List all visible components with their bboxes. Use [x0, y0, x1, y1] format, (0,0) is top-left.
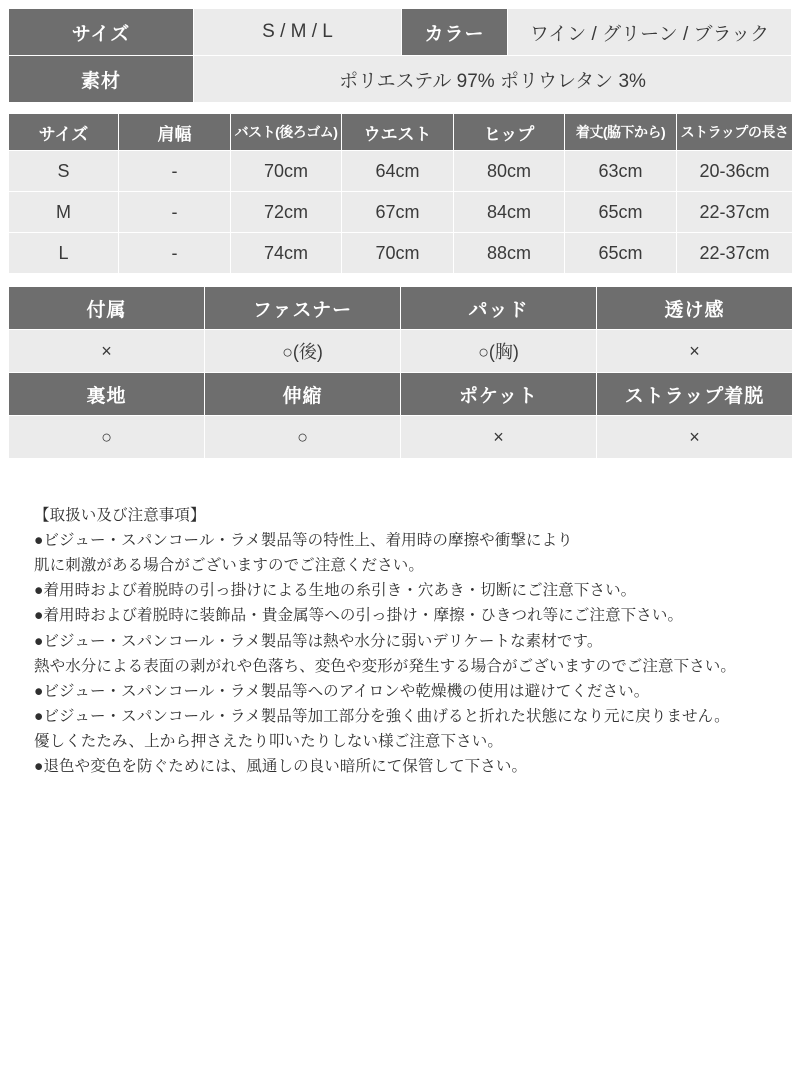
- cell-strap: 20-36cm: [677, 151, 793, 192]
- spec-value-size: S / M / L: [194, 9, 402, 56]
- feature-label-pad: パッド: [401, 287, 597, 330]
- cell-waist: 70cm: [342, 233, 454, 274]
- size-measurement-table: [8, 113, 793, 274]
- cell-length: 65cm: [565, 233, 677, 274]
- col-header-size: サイズ: [9, 114, 119, 151]
- table-row: [9, 330, 793, 373]
- notes-line: 熱や水分による表面の剥がれや色落ち、変色や変形が発生する場合がございますのでご注意下さい。: [34, 657, 737, 675]
- cell-shoulder: -: [119, 192, 231, 233]
- table-header-row: [9, 114, 793, 151]
- col-header-length: 着丈(脇下から): [565, 114, 677, 151]
- notes-line: 肌に刺激がある場合がございますのでご注意ください。: [34, 557, 425, 575]
- feature-label-zipper: ファスナー: [205, 287, 401, 330]
- table-row: [9, 233, 793, 274]
- notes-line: ●ビジュー・スパンコール・ラメ製品等へのアイロンや乾燥機の使用は避けてください。: [34, 682, 650, 700]
- notes-line: ●ビジュー・スパンコール・ラメ製品等の特性上、着用時の摩擦や衝撃により: [34, 532, 573, 550]
- feature-label-strap-detach: ストラップ着脱: [597, 373, 793, 416]
- feature-label-lining: 裏地: [9, 373, 205, 416]
- spec-label-material: 素材: [9, 56, 194, 103]
- table-row: [9, 192, 793, 233]
- cell-size: L: [9, 233, 119, 274]
- notes-line: ●ビジュー・スパンコール・ラメ製品等は熱や水分に弱いデリケートな素材です。: [34, 632, 603, 650]
- cell-hip: 84cm: [454, 192, 565, 233]
- cell-length: 65cm: [565, 192, 677, 233]
- cell-shoulder: -: [119, 233, 231, 274]
- table-row: [9, 151, 793, 192]
- spec-value-material: ポリエステル 97% ポリウレタン 3%: [194, 56, 792, 103]
- care-notes: [8, 503, 792, 779]
- feature-table: [8, 286, 793, 459]
- feature-value-stretch: ○: [205, 416, 401, 459]
- cell-waist: 64cm: [342, 151, 454, 192]
- spec-label-color: カラー: [402, 9, 508, 56]
- cell-strap: 22-37cm: [677, 233, 793, 274]
- cell-bust: 72cm: [231, 192, 342, 233]
- feature-label-stretch: 伸縮: [205, 373, 401, 416]
- cell-size: S: [9, 151, 119, 192]
- cell-size: M: [9, 192, 119, 233]
- cell-shoulder: -: [119, 151, 231, 192]
- notes-line: ●着用時および着脱時に装飾品・貴金属等への引っ掛け・摩擦・ひきつれ等にご注意下さい。: [34, 607, 684, 625]
- table-header-row: [9, 287, 793, 330]
- feature-label-sheerness: 透け感: [597, 287, 793, 330]
- notes-line: ●ビジュー・スパンコール・ラメ製品等加工部分を強く曲げると折れた状態になり元に戻りません。: [34, 707, 730, 725]
- feature-value-pad: ○(胸): [401, 330, 597, 373]
- feature-label-accessory: 付属: [9, 287, 205, 330]
- table-row: [9, 416, 793, 459]
- cell-hip: 88cm: [454, 233, 565, 274]
- notes-line: 優しくたたみ、上から押さえたり叩いたりしない様ご注意下さい。: [34, 732, 503, 750]
- col-header-hip: ヒップ: [454, 114, 565, 151]
- feature-value-pocket: ×: [401, 416, 597, 459]
- cell-waist: 67cm: [342, 192, 454, 233]
- cell-bust: 70cm: [231, 151, 342, 192]
- col-header-shoulder: 肩幅: [119, 114, 231, 151]
- table-row: [9, 9, 792, 56]
- cell-strap: 22-37cm: [677, 192, 793, 233]
- table-row: [9, 56, 792, 103]
- notes-line: ●着用時および着脱時の引っ掛けによる生地の糸引き・穴あき・切断にご注意下さい。: [34, 582, 637, 600]
- notes-line: ●退色や変色を防ぐためには、風通しの良い暗所にて保管して下さい。: [34, 758, 528, 776]
- feature-label-pocket: ポケット: [401, 373, 597, 416]
- feature-value-strap-detach: ×: [597, 416, 793, 459]
- spec-value-color: ワイン / グリーン / ブラック: [508, 9, 792, 56]
- feature-value-accessory: ×: [9, 330, 205, 373]
- col-header-strap: ストラップの長さ: [677, 114, 793, 151]
- cell-bust: 74cm: [231, 233, 342, 274]
- feature-value-zipper: ○(後): [205, 330, 401, 373]
- cell-hip: 80cm: [454, 151, 565, 192]
- spec-summary-table: [8, 8, 792, 103]
- table-header-row: [9, 373, 793, 416]
- cell-length: 63cm: [565, 151, 677, 192]
- col-header-waist: ウエスト: [342, 114, 454, 151]
- feature-value-lining: ○: [9, 416, 205, 459]
- notes-title: 【取扱い及び注意事項】: [34, 507, 206, 524]
- feature-value-sheerness: ×: [597, 330, 793, 373]
- spec-label-size: サイズ: [9, 9, 194, 56]
- col-header-bust: バスト(後ろゴム): [231, 114, 342, 151]
